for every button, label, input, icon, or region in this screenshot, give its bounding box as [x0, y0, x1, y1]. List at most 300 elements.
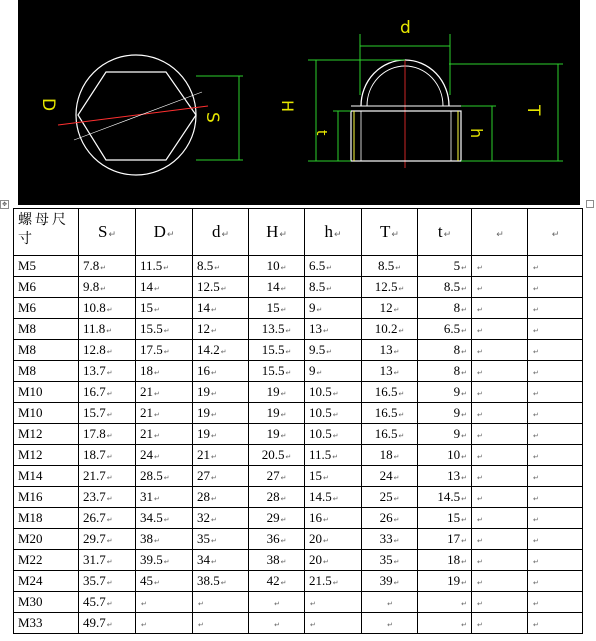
- table-cell-3[interactable]: [193, 382, 249, 403]
- header-cell-9[interactable]: [528, 209, 583, 256]
- table-cell-3[interactable]: [193, 571, 249, 592]
- paragraph-mark-icon: ↵: [533, 306, 539, 314]
- cell-text: 15: [309, 468, 322, 483]
- table-cell-5[interactable]: [305, 487, 362, 508]
- table-cell-2[interactable]: [136, 466, 193, 487]
- table-cell-8[interactable]: [472, 445, 528, 466]
- table-cell-2[interactable]: [136, 550, 193, 571]
- table-cell-9[interactable]: [528, 613, 583, 634]
- table-cell-4[interactable]: [249, 592, 305, 613]
- table-row: [14, 592, 583, 613]
- cell-text: 16.5: [374, 405, 398, 420]
- table-cell-9[interactable]: [528, 382, 583, 403]
- header-cell-5[interactable]: [305, 209, 362, 256]
- table-cell-1[interactable]: [79, 361, 136, 382]
- table-cell-9[interactable]: [528, 403, 583, 424]
- paragraph-mark-icon: ↵: [533, 558, 539, 566]
- table-cell-4[interactable]: [249, 340, 305, 361]
- paragraph-mark-icon: ↵: [280, 411, 287, 419]
- paragraph-mark-icon: ↵: [398, 432, 405, 440]
- paragraph-mark-icon: ↵: [398, 390, 405, 398]
- paragraph-mark-icon: ↵: [533, 516, 539, 524]
- table-cell-9[interactable]: [528, 277, 583, 298]
- paragraph-mark-icon: ↵: [106, 537, 113, 545]
- table-cell-0[interactable]: [14, 382, 79, 403]
- table-cell-7[interactable]: [418, 340, 472, 361]
- table-cell-1[interactable]: [79, 613, 136, 634]
- table-cell-4[interactable]: [249, 277, 305, 298]
- table-cell-3[interactable]: [193, 277, 249, 298]
- table-cell-9[interactable]: [528, 256, 583, 277]
- table-cell-2[interactable]: [136, 424, 193, 445]
- cell-text: 19: [266, 426, 280, 441]
- cell-text: 螺母尺寸: [18, 212, 69, 247]
- table-cell-5[interactable]: [305, 340, 362, 361]
- table-cell-7[interactable]: [418, 487, 472, 508]
- table-cell-2[interactable]: [136, 592, 193, 613]
- cell-text: 21: [197, 447, 210, 462]
- cell-text: 12: [379, 300, 393, 315]
- table-cell-7[interactable]: [418, 529, 472, 550]
- cell-text: 35.7: [83, 573, 106, 588]
- paragraph-mark-icon: ↵: [106, 306, 113, 314]
- table-row: [14, 529, 583, 550]
- paragraph-mark-icon: ↵: [393, 558, 400, 566]
- table-cell-3[interactable]: [193, 508, 249, 529]
- paragraph-mark-icon: ↵: [198, 621, 204, 629]
- table-row: [14, 361, 583, 382]
- table-cell-0[interactable]: [14, 571, 79, 592]
- paragraph-mark-icon: ↵: [533, 285, 539, 293]
- cell-text: 14: [140, 279, 153, 294]
- paragraph-mark-icon: ↵: [461, 600, 467, 608]
- table-cell-1[interactable]: [79, 277, 136, 298]
- table-cell-8[interactable]: [472, 466, 528, 487]
- cell-text: 18.7: [83, 447, 106, 462]
- paragraph-mark-icon: ↵: [533, 621, 539, 629]
- table-cell-3[interactable]: [193, 256, 249, 277]
- table-cell-0[interactable]: [14, 466, 79, 487]
- paragraph-mark-icon: ↵: [477, 495, 483, 503]
- paragraph-mark-icon: ↵: [533, 474, 539, 482]
- paragraph-mark-icon: ↵: [154, 411, 160, 419]
- table-cell-0[interactable]: [14, 508, 79, 529]
- cell-text: 26.7: [83, 510, 106, 525]
- table-cell-8[interactable]: [472, 319, 528, 340]
- cell-text: 27: [266, 468, 280, 483]
- dim-label-t-small: t: [313, 130, 329, 136]
- table-cell-8[interactable]: [472, 424, 528, 445]
- cell-text: 19: [447, 573, 461, 588]
- cell-text: 33: [379, 531, 393, 546]
- table-cell-8[interactable]: [472, 403, 528, 424]
- cell-text: 18: [447, 552, 461, 567]
- table-cell-5[interactable]: [305, 319, 362, 340]
- table-cell-5[interactable]: [305, 529, 362, 550]
- table-cell-7[interactable]: [418, 298, 472, 319]
- header-cell-0[interactable]: [14, 209, 79, 256]
- table-cell-0[interactable]: [14, 613, 79, 634]
- paragraph-mark-icon: ↵: [163, 474, 170, 482]
- table-cell-4[interactable]: [249, 424, 305, 445]
- table-cell-2[interactable]: [136, 256, 193, 277]
- table-cell-3[interactable]: [193, 319, 249, 340]
- table-cell-6[interactable]: [362, 382, 418, 403]
- table-cell-0[interactable]: [14, 403, 79, 424]
- header-cell-2[interactable]: [136, 209, 193, 256]
- table-cell-5[interactable]: [305, 256, 362, 277]
- paragraph-mark-icon: ↵: [220, 348, 227, 356]
- table-cell-6[interactable]: [362, 613, 418, 634]
- table-cell-6[interactable]: [362, 361, 418, 382]
- cell-text: 45.7: [83, 594, 106, 609]
- paragraph-mark-icon: ↵: [106, 369, 113, 377]
- table-cell-6[interactable]: [362, 592, 418, 613]
- table-cell-1[interactable]: [79, 298, 136, 319]
- paragraph-mark-icon: ↵: [163, 327, 170, 335]
- cell-text: 10: [447, 447, 461, 462]
- table-cell-0[interactable]: [14, 550, 79, 571]
- table-cell-4[interactable]: [249, 382, 305, 403]
- paragraph-mark-icon: ↵: [154, 579, 160, 587]
- table-cell-8[interactable]: [472, 613, 528, 634]
- cell-text: 10.2: [374, 321, 398, 336]
- table-cell-9[interactable]: [528, 445, 583, 466]
- cell-text: 13: [379, 342, 393, 357]
- table-cell-1[interactable]: [79, 382, 136, 403]
- header-cell-8[interactable]: [472, 209, 528, 256]
- table-cell-4[interactable]: [249, 550, 305, 571]
- table-cell-3[interactable]: [193, 592, 249, 613]
- table-cell-8[interactable]: [472, 298, 528, 319]
- table-cell-5[interactable]: [305, 445, 362, 466]
- table-resize-handle[interactable]: [586, 200, 594, 208]
- table-cell-4[interactable]: [249, 361, 305, 382]
- table-cell-7[interactable]: [418, 592, 472, 613]
- cell-text: 24: [140, 447, 153, 462]
- table-cell-7[interactable]: [418, 361, 472, 382]
- table-cell-7[interactable]: [418, 445, 472, 466]
- table-cell-6[interactable]: [362, 319, 418, 340]
- table-cell-1[interactable]: [79, 256, 136, 277]
- paragraph-mark-icon: ↵: [551, 230, 560, 240]
- paragraph-mark-icon: ↵: [477, 579, 483, 587]
- table-cell-4[interactable]: [249, 319, 305, 340]
- table-cell-2[interactable]: [136, 277, 193, 298]
- cell-text: 16.5: [374, 426, 398, 441]
- paragraph-mark-icon: ↵: [398, 327, 405, 335]
- table-cell-6[interactable]: [362, 508, 418, 529]
- table-cell-3[interactable]: [193, 361, 249, 382]
- table-cell-5[interactable]: [305, 403, 362, 424]
- table-cell-9[interactable]: [528, 592, 583, 613]
- cell-text: M14: [18, 468, 43, 483]
- table-row: [14, 382, 583, 403]
- table-cell-5[interactable]: [305, 508, 362, 529]
- table-cell-2[interactable]: [136, 361, 193, 382]
- table-cell-3[interactable]: [193, 550, 249, 571]
- table-cell-2[interactable]: [136, 487, 193, 508]
- table-cell-2[interactable]: [136, 529, 193, 550]
- cell-text: 17: [447, 531, 461, 546]
- table-cell-0[interactable]: [14, 298, 79, 319]
- table-cell-5[interactable]: [305, 466, 362, 487]
- table-cell-6[interactable]: [362, 487, 418, 508]
- table-cell-9[interactable]: [528, 529, 583, 550]
- table-cell-2[interactable]: [136, 571, 193, 592]
- paragraph-mark-icon: ↵: [461, 348, 467, 356]
- table-cell-3[interactable]: [193, 529, 249, 550]
- paragraph-mark-icon: ↵: [106, 600, 113, 608]
- table-cell-5[interactable]: [305, 571, 362, 592]
- table-row: [14, 319, 583, 340]
- table-cell-0[interactable]: [14, 529, 79, 550]
- table-cell-8[interactable]: [472, 529, 528, 550]
- table-row: [14, 466, 583, 487]
- table-cell-2[interactable]: [136, 508, 193, 529]
- cell-text: 36: [266, 531, 280, 546]
- table-cell-8[interactable]: [472, 382, 528, 403]
- table-row: [14, 508, 583, 529]
- table-cell-0[interactable]: [14, 592, 79, 613]
- table-cell-3[interactable]: [193, 403, 249, 424]
- paragraph-mark-icon: ↵: [285, 369, 292, 377]
- table-cell-6[interactable]: [362, 550, 418, 571]
- table-cell-0[interactable]: [14, 487, 79, 508]
- table-cell-4[interactable]: [249, 445, 305, 466]
- table-cell-4[interactable]: [249, 298, 305, 319]
- cell-text: 35: [379, 552, 393, 567]
- table-cell-6[interactable]: [362, 571, 418, 592]
- table-cell-7[interactable]: [418, 382, 472, 403]
- header-cell-1[interactable]: [79, 209, 136, 256]
- table-cell-9[interactable]: [528, 571, 583, 592]
- table-cell-9[interactable]: [528, 487, 583, 508]
- table-cell-3[interactable]: [193, 466, 249, 487]
- table-cell-1[interactable]: [79, 319, 136, 340]
- table-cell-8[interactable]: [472, 340, 528, 361]
- table-cell-3[interactable]: [193, 445, 249, 466]
- table-cell-8[interactable]: [472, 256, 528, 277]
- table-cell-2[interactable]: [136, 298, 193, 319]
- dim-label-h-small: h: [467, 128, 486, 139]
- paragraph-mark-icon: ↵: [332, 579, 339, 587]
- paragraph-mark-icon: ↵: [393, 516, 400, 524]
- header-cell-7[interactable]: [418, 209, 472, 256]
- table-cell-6[interactable]: [362, 466, 418, 487]
- table-cell-8[interactable]: [472, 571, 528, 592]
- table-cell-6[interactable]: [362, 256, 418, 277]
- table-cell-5[interactable]: [305, 424, 362, 445]
- table-cell-9[interactable]: [528, 424, 583, 445]
- table-cell-1[interactable]: [79, 571, 136, 592]
- paragraph-mark-icon: ↵: [461, 285, 467, 293]
- table-cell-5[interactable]: [305, 382, 362, 403]
- table-cell-1[interactable]: [79, 592, 136, 613]
- table-cell-2[interactable]: [136, 403, 193, 424]
- paragraph-mark-icon: ↵: [214, 264, 221, 272]
- paragraph-mark-icon: ↵: [332, 411, 339, 419]
- table-cell-1[interactable]: [79, 529, 136, 550]
- paragraph-mark-icon: ↵: [393, 579, 400, 587]
- table-cell-5[interactable]: [305, 277, 362, 298]
- table-cell-7[interactable]: [418, 613, 472, 634]
- table-cell-1[interactable]: [79, 508, 136, 529]
- table-cell-4[interactable]: [249, 529, 305, 550]
- table-cell-3[interactable]: [193, 424, 249, 445]
- table-cell-6[interactable]: [362, 403, 418, 424]
- header-cell-4[interactable]: [249, 209, 305, 256]
- paragraph-mark-icon: ↵: [163, 558, 170, 566]
- paragraph-mark-icon: ↵: [106, 432, 113, 440]
- table-cell-8[interactable]: [472, 550, 528, 571]
- table-cell-9[interactable]: [528, 298, 583, 319]
- table-cell-4[interactable]: [249, 466, 305, 487]
- table-cell-3[interactable]: [193, 298, 249, 319]
- table-cell-3[interactable]: [193, 487, 249, 508]
- table-cell-1[interactable]: [79, 445, 136, 466]
- table-cell-4[interactable]: [249, 571, 305, 592]
- paragraph-mark-icon: ↵: [533, 264, 539, 272]
- table-cell-1[interactable]: [79, 403, 136, 424]
- table-cell-6[interactable]: [362, 445, 418, 466]
- table-cell-5[interactable]: [305, 592, 362, 613]
- header-cell-6[interactable]: [362, 209, 418, 256]
- table-cell-0[interactable]: [14, 361, 79, 382]
- table-cell-0[interactable]: [14, 277, 79, 298]
- cell-text: 9: [309, 363, 316, 378]
- paragraph-mark-icon: ↵: [100, 285, 107, 293]
- table-cell-7[interactable]: [418, 277, 472, 298]
- table-cell-7[interactable]: [418, 550, 472, 571]
- table-cell-2[interactable]: [136, 613, 193, 634]
- table-cell-0[interactable]: [14, 445, 79, 466]
- cell-text: 15.5: [261, 342, 285, 357]
- table-cell-3[interactable]: [193, 613, 249, 634]
- table-cell-6[interactable]: [362, 340, 418, 361]
- header-cell-3[interactable]: [193, 209, 249, 256]
- table-cell-3[interactable]: [193, 340, 249, 361]
- cell-text: d: [211, 222, 221, 241]
- cell-text: 18: [140, 363, 153, 378]
- table-row: [14, 424, 583, 445]
- cell-text: 14: [266, 279, 280, 294]
- paragraph-mark-icon: ↵: [310, 621, 316, 629]
- table-cell-1[interactable]: [79, 424, 136, 445]
- table-row: [14, 550, 583, 571]
- table-cell-7[interactable]: [418, 256, 472, 277]
- table-cell-6[interactable]: [362, 298, 418, 319]
- table-row: [14, 487, 583, 508]
- table-cell-1[interactable]: [79, 550, 136, 571]
- paragraph-mark-icon: ↵: [393, 348, 400, 356]
- table-row: [14, 403, 583, 424]
- table-cell-9[interactable]: [528, 508, 583, 529]
- paragraph-mark-icon: ↵: [106, 495, 113, 503]
- table-cell-0[interactable]: [14, 424, 79, 445]
- cell-text: 31.7: [83, 552, 106, 567]
- table-cell-5[interactable]: [305, 298, 362, 319]
- table-cell-4[interactable]: [249, 256, 305, 277]
- table-cell-4[interactable]: [249, 508, 305, 529]
- table-cell-4[interactable]: [249, 403, 305, 424]
- table-cell-5[interactable]: [305, 550, 362, 571]
- paragraph-mark-icon: ↵: [106, 453, 113, 461]
- table-cell-9[interactable]: [528, 466, 583, 487]
- table-cell-7[interactable]: [418, 403, 472, 424]
- table-cell-0[interactable]: [14, 256, 79, 277]
- table-row: [14, 613, 583, 634]
- table-cell-5[interactable]: [305, 361, 362, 382]
- table-cell-4[interactable]: [249, 613, 305, 634]
- table-cell-2[interactable]: [136, 340, 193, 361]
- nut-dimension-table: [13, 208, 583, 634]
- table-cell-1[interactable]: [79, 340, 136, 361]
- cell-text: M6: [18, 300, 37, 315]
- paragraph-mark-icon: ↵: [477, 327, 483, 335]
- paragraph-mark-icon: ↵: [461, 621, 467, 629]
- table-cell-2[interactable]: [136, 382, 193, 403]
- table-cell-6[interactable]: [362, 277, 418, 298]
- paragraph-mark-icon: ↵: [279, 230, 287, 240]
- cell-text: 20: [309, 552, 322, 567]
- table-cell-8[interactable]: [472, 487, 528, 508]
- table-cell-1[interactable]: [79, 487, 136, 508]
- table-cell-8[interactable]: [472, 361, 528, 382]
- table-cell-8[interactable]: [472, 277, 528, 298]
- table-cell-4[interactable]: [249, 487, 305, 508]
- table-cell-9[interactable]: [528, 319, 583, 340]
- paragraph-mark-icon: ↵: [211, 411, 217, 419]
- table-cell-6[interactable]: [362, 529, 418, 550]
- cell-text: 12.5: [197, 279, 220, 294]
- paragraph-mark-icon: ↵: [387, 600, 393, 608]
- table-cell-2[interactable]: [136, 445, 193, 466]
- cell-text: 26: [379, 510, 393, 525]
- paragraph-mark-icon: ↵: [461, 390, 467, 398]
- table-cell-7[interactable]: [418, 571, 472, 592]
- table-cell-9[interactable]: [528, 340, 583, 361]
- paragraph-mark-icon: ↵: [332, 453, 339, 461]
- table-cell-0[interactable]: [14, 340, 79, 361]
- paragraph-mark-icon: ↵: [211, 516, 217, 524]
- table-cell-0[interactable]: [14, 319, 79, 340]
- table-cell-9[interactable]: [528, 550, 583, 571]
- paragraph-mark-icon: ↵: [280, 264, 287, 272]
- paragraph-mark-icon: ↵: [154, 453, 160, 461]
- table-cell-8[interactable]: [472, 508, 528, 529]
- paragraph-mark-icon: ↵: [477, 369, 483, 377]
- paragraph-mark-icon: ↵: [280, 390, 287, 398]
- table-header-row: [14, 209, 583, 256]
- paragraph-mark-icon: ↵: [533, 369, 539, 377]
- table-cell-9[interactable]: [528, 361, 583, 382]
- table-cell-6[interactable]: [362, 424, 418, 445]
- table-cell-7[interactable]: [418, 466, 472, 487]
- table-cell-7[interactable]: [418, 424, 472, 445]
- table-row: [14, 298, 583, 319]
- table-cell-7[interactable]: [418, 319, 472, 340]
- paragraph-mark-icon: ↵: [106, 411, 113, 419]
- paragraph-mark-icon: ↵: [163, 348, 170, 356]
- paragraph-mark-icon: ↵: [533, 411, 539, 419]
- table-cell-2[interactable]: [136, 319, 193, 340]
- table-cell-1[interactable]: [79, 466, 136, 487]
- table-cell-7[interactable]: [418, 508, 472, 529]
- table-cell-8[interactable]: [472, 592, 528, 613]
- table-cell-5[interactable]: [305, 613, 362, 634]
- table-move-handle[interactable]: ✥: [1, 201, 8, 208]
